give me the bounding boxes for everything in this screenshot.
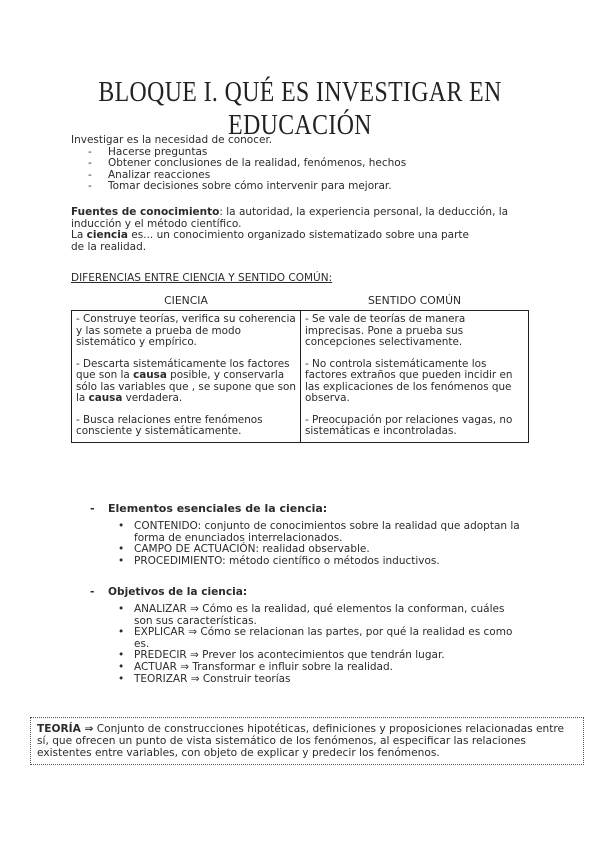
ciencia-point: - Construye teorías, verifica su coherencia y las somete a prueba de modo sistemático y empírico. xyxy=(76,313,296,348)
comparison-table xyxy=(71,293,529,443)
ciencia-cell xyxy=(72,311,301,443)
elementos-list xyxy=(118,521,520,567)
sentido-comun-cell xyxy=(301,311,529,443)
teoria-text: Conjunto de construcciones hipotéticas, definiciones y proposiciones relacionadas entre sí, que ofrecen un punto de vista sistemático de los fenómenos, al especificar las relaciones existentes entre variables, con objeto de explicar y predecir los fenómenos. xyxy=(37,723,565,759)
sentido-point: - Se vale de teorías de manera imprecisas. Pone a prueba sus concepciones selectivamente. xyxy=(305,313,466,348)
objetivos-heading: - Objetivos de la ciencia: xyxy=(90,586,248,598)
objetivos-section xyxy=(90,586,520,685)
objetivos-list xyxy=(118,604,520,685)
list-item: • ANALIZAR ⇒ Cómo es la realidad, qué elementos la conforman, cuáles son sus características. xyxy=(118,603,505,627)
sentido-point: - Preocupación por relaciones vagas, no sistemáticas e incontroladas. xyxy=(305,413,513,437)
page-title: BLOQUE I. QUÉ ES INVESTIGAR EN EDUCACIÓN xyxy=(98,76,502,141)
teoria-label: TEORÍA ⇒ xyxy=(37,723,94,735)
list-item: - Hacerse preguntas xyxy=(88,145,208,158)
fuentes-section xyxy=(71,207,541,253)
column-header-ciencia: CIENCIA xyxy=(164,294,208,307)
intro-lead: Investigar es la necesidad de conocer. xyxy=(71,134,273,146)
diferencias-title: DIFERENCIAS ENTRE CIENCIA Y SENTIDO COMÚN: xyxy=(71,272,333,284)
list-item: • CONTENIDO: conjunto de conocimientos sobre la realidad que adoptan la forma de enunciados interrelacionados. xyxy=(118,520,520,544)
list-item: • PROCEDIMIENTO: método científico o métodos inductivos. xyxy=(118,554,440,567)
list-item: • ACTUAR ⇒ Transformar e influir sobre la realidad. xyxy=(118,660,393,673)
list-item: • TEORIZAR ⇒ Construir teorías xyxy=(118,672,291,685)
list-item: - Tomar decisiones sobre cómo intervenir para mejorar. xyxy=(88,180,392,193)
teoria-box xyxy=(30,717,584,765)
list-item: • CAMPO DE ACTUACIÓN: realidad observable. xyxy=(118,543,370,556)
intro-section xyxy=(71,135,406,193)
ciencia-paragraph: La ciencia es... un conocimiento organizado sistematizado sobre una parte de la realidad. xyxy=(71,229,469,253)
sentido-point: - No controla sistemáticamente los factores extraños que pueden incidir en las explicaciones de los fenómenos que observa. xyxy=(305,357,513,404)
elementos-section xyxy=(90,502,520,567)
ciencia-point: - Descarta sistemáticamente los factores que son la causa posible, y conservarla sólo las variables que , se supone que son la causa verdadera. xyxy=(76,357,296,404)
list-item: • EXPLICAR ⇒ Cómo se relacionan las partes, por qué la realidad es como es. xyxy=(118,626,513,650)
list-item: - Obtener conclusiones de la realidad, fenómenos, hechos xyxy=(88,157,407,170)
list-item: - Analizar reacciones xyxy=(88,168,211,181)
elementos-heading: - Elementos esenciales de la ciencia: xyxy=(90,502,328,515)
list-item: • PREDECIR ⇒ Prever los acontecimientos que tendrán lugar. xyxy=(118,649,445,662)
ciencia-point: - Busca relaciones entre fenómenos consciente y sistemáticamente. xyxy=(76,413,263,437)
fuentes-paragraph: Fuentes de conocimiento: la autoridad, la experiencia personal, la deducción, la inducción y el método científico. xyxy=(71,206,509,230)
intro-list xyxy=(88,147,406,193)
column-header-sentido-comun: SENTIDO COMÚN xyxy=(367,294,462,307)
